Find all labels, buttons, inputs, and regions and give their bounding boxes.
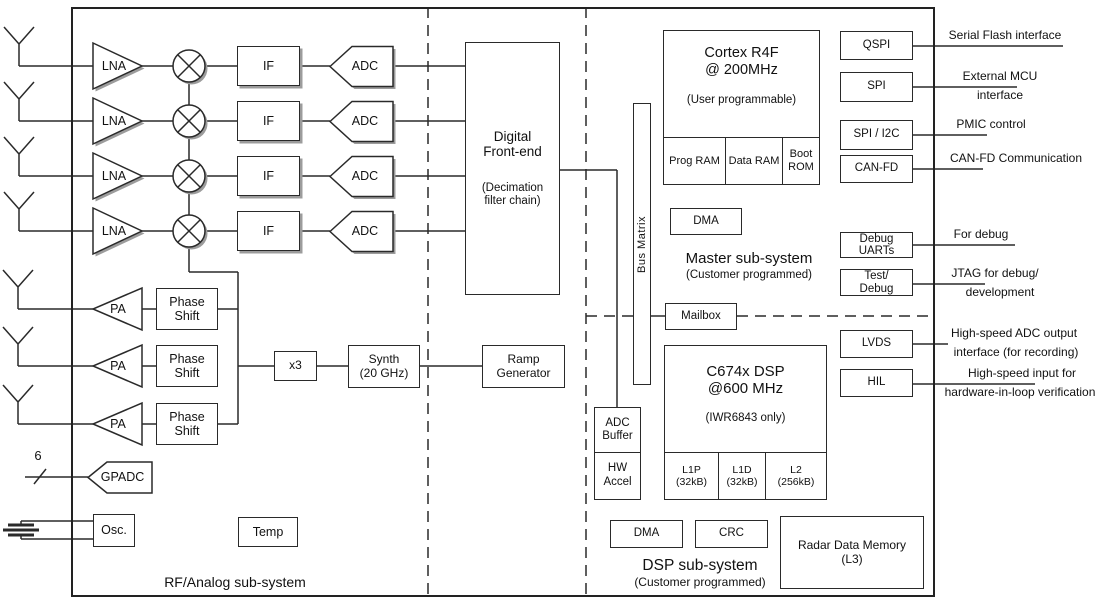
io-label-hil-2: hardware-in-loop verification xyxy=(944,385,1096,399)
io-label-external-mcu-2: interface xyxy=(976,88,1024,102)
debug-uarts-box: Debug UARTs xyxy=(840,232,913,258)
lvds-box: LVDS xyxy=(840,330,913,358)
dsp-dma-box: DMA xyxy=(610,520,683,548)
test-debug-box: Test/ Debug xyxy=(840,269,913,296)
dsp-note: (IWR6843 only) xyxy=(705,411,786,424)
multiplier-x3-box: x3 xyxy=(274,351,317,381)
rx-antenna-icon xyxy=(4,27,34,66)
if-box: IF xyxy=(237,156,300,196)
boot-rom-cell: Boot ROM xyxy=(782,138,819,184)
cortex-note: (User programmable) xyxy=(686,94,797,107)
rx-antenna-icon xyxy=(4,137,34,176)
oscillator-box: Osc. xyxy=(93,514,135,547)
data-ram-cell: Data RAM xyxy=(725,138,782,184)
prog-ram-cell: Prog RAM xyxy=(669,154,720,167)
adc-label: ADC xyxy=(351,169,379,183)
master-dma-box: DMA xyxy=(670,208,742,235)
bus-matrix: Bus Matrix xyxy=(633,103,651,385)
dsp-title: C674x DSP @600 MHz xyxy=(706,363,785,398)
lna-label: LNA xyxy=(101,59,127,73)
bus-width-label: 6 xyxy=(34,448,42,463)
adc-label: ADC xyxy=(351,224,379,238)
adc-label: ADC xyxy=(351,114,379,128)
hw-accel-box: HW Accel xyxy=(594,452,641,500)
rf-subsystem-title: RF/Analog sub-system xyxy=(164,574,306,590)
gpadc-label: GPADC xyxy=(100,470,145,484)
adc-buffer-box: ADC Buffer xyxy=(594,407,641,453)
temp-sensor-box: Temp xyxy=(238,517,298,547)
radar-data-memory-box: Radar Data Memory (L3) xyxy=(780,516,924,589)
spi-box: SPI xyxy=(840,72,913,102)
lna-label: LNA xyxy=(101,169,127,183)
tx-antenna-icon xyxy=(3,327,33,366)
io-label-jtag-1: JTAG for debug/ xyxy=(951,266,1039,280)
pa-label: PA xyxy=(110,359,126,373)
ramp-generator-box: Ramp Generator xyxy=(482,345,565,388)
dsp-subsystem-title: DSP sub-system xyxy=(642,557,758,574)
phase-shift-box: Phase Shift xyxy=(156,345,218,387)
crystal-icon xyxy=(3,525,39,535)
cortex-r4f-box xyxy=(663,30,820,185)
rx-antenna-icon xyxy=(4,82,34,121)
mailbox-box: Mailbox xyxy=(665,303,737,330)
lna-label: LNA xyxy=(101,224,127,238)
pa-label: PA xyxy=(110,302,126,316)
digital-front-end-box: Digital Front-end (Decimation filter chain) xyxy=(465,42,560,295)
rx-antenna-icon xyxy=(4,192,34,231)
if-box: IF xyxy=(237,101,300,141)
io-label-pmic: PMIC control xyxy=(956,117,1026,131)
spi-i2c-box: SPI / I2C xyxy=(840,120,913,150)
can-fd-box: CAN-FD xyxy=(840,155,913,183)
if-box: IF xyxy=(237,46,300,86)
dsp-memories xyxy=(665,452,826,499)
pa-label: PA xyxy=(110,417,126,431)
master-subsystem-title: Master sub-system xyxy=(685,250,813,267)
io-label-hil-1: High-speed input for xyxy=(967,366,1077,380)
io-label-external-mcu-1: External MCU xyxy=(962,69,1038,83)
io-label-serial-flash: Serial Flash interface xyxy=(948,28,1062,42)
io-label-canfd: CAN-FD Communication xyxy=(949,151,1083,165)
adc-label: ADC xyxy=(351,59,379,73)
tx-antenna-icon xyxy=(3,270,33,309)
synth-box: Synth (20 GHz) xyxy=(348,345,420,388)
crc-box: CRC xyxy=(695,520,768,548)
qspi-box: QSPI xyxy=(840,31,913,60)
if-box: IF xyxy=(237,211,300,251)
master-subsystem-subtitle: (Customer programmed) xyxy=(686,269,812,281)
io-label-jtag-2: development xyxy=(965,285,1035,299)
dsp-subsystem-subtitle: (Customer programmed) xyxy=(634,575,766,589)
io-label-for-debug: For debug xyxy=(953,227,1009,241)
l2-cell: L2 (256kB) xyxy=(765,453,826,499)
io-label-lvds-1: High-speed ADC output xyxy=(950,326,1078,340)
phase-shift-box: Phase Shift xyxy=(156,403,218,445)
io-label-lvds-2: interface (for recording) xyxy=(953,345,1079,359)
c674x-dsp-box xyxy=(664,345,827,500)
phase-shift-box: Phase Shift xyxy=(156,288,218,330)
l1p-cell: L1P (32kB) xyxy=(676,463,707,488)
tx-antenna-icon xyxy=(3,385,33,424)
cortex-memories xyxy=(664,137,819,184)
lna-label: LNA xyxy=(101,114,127,128)
hil-box: HIL xyxy=(840,369,913,397)
cortex-title: Cortex R4F @ 200MHz xyxy=(704,45,779,78)
l1d-cell: L1D (32kB) xyxy=(718,453,765,499)
